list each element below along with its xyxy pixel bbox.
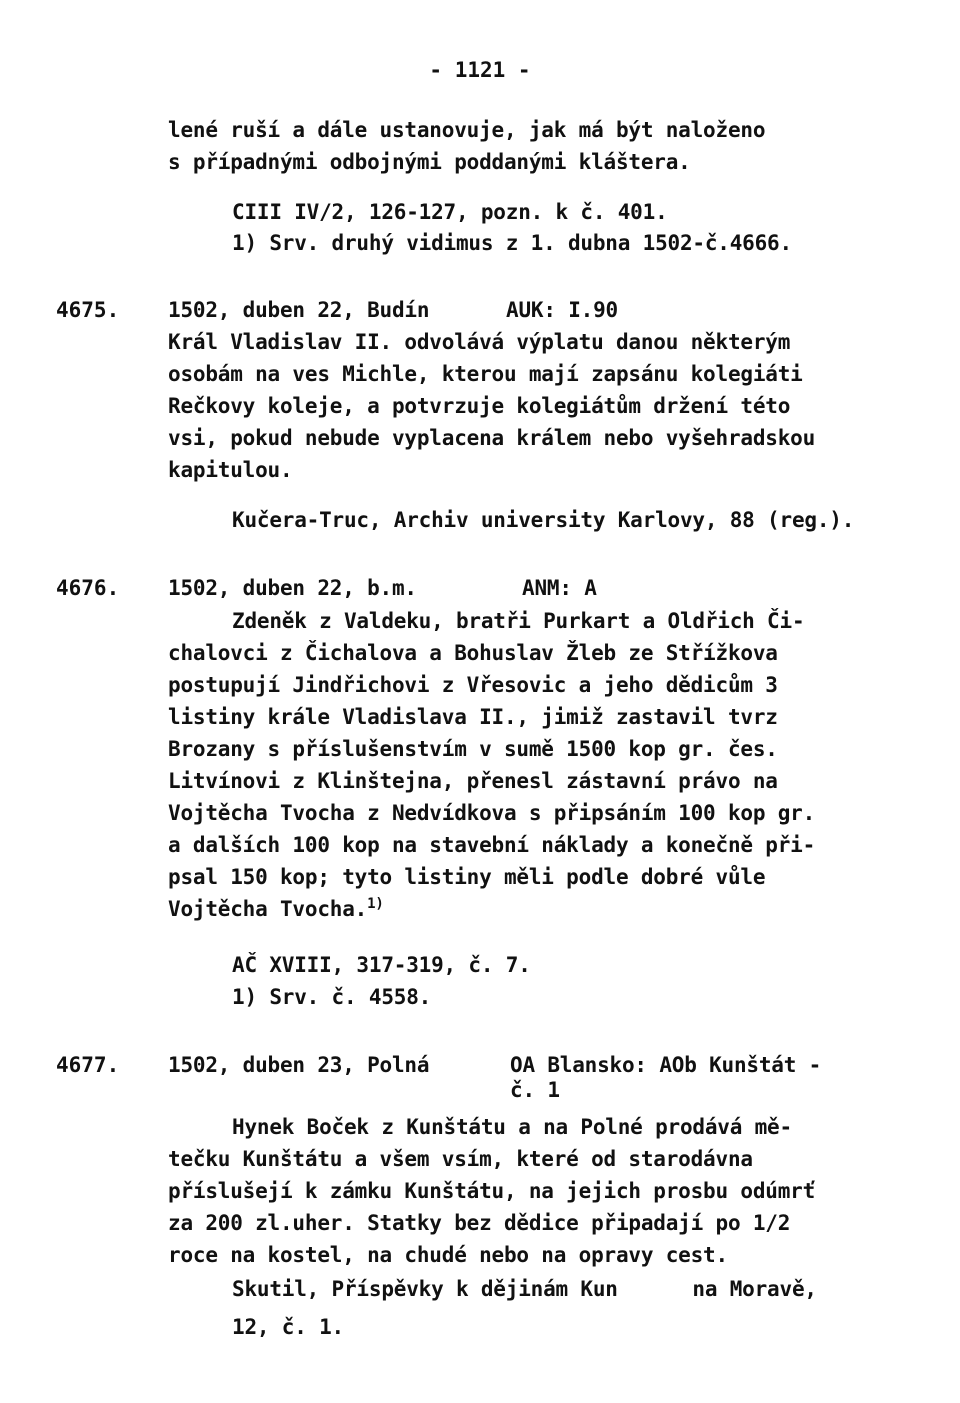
entry-body-line: Vojtěcha Tvocha z Nedvídkova s připsáním 100 kop gr. [168,801,816,825]
entry-body-line: osobám na ves Michle, kterou mají zapsánu kolegiáti [168,362,803,386]
entry-body-line: Hynek Boček z Kunštátu a na Polné prodává mě- [232,1115,792,1139]
page-number: - 1121 - [429,58,531,82]
text-line: s případnými odbojnými poddanými kláštera. [168,150,691,174]
entry-number: 4675. [56,298,120,322]
entry-body-line: vsi, pokud nebude vyplacena králem nebo vyšehradskou [168,426,816,450]
footnote-mark: 1) [367,896,384,912]
entry-body-line: Brozany s příslušenstvím v sumě 1500 kop gr. čes. [168,737,778,761]
entry-body-line [168,894,384,924]
entry-body-line: za 200 zl.uher. Statky bez dědice připadají po 1/2 [168,1211,791,1235]
entry-body-line: příslušejí k zámku Kunštátu, na jejich prosbu odúmrť [168,1179,816,1203]
entry-footnote: 1) Srv. č. 4558. [232,985,432,1009]
entry-archive: ANM: A [522,576,597,600]
entry-header: 1502, duben 22, Budín [168,298,430,322]
entry-body-line: postupují Jindřichovi z Vřesovic a jeho dědicům 3 [168,673,778,697]
entry-body-line: Zdeněk z Valdeku, bratři Purkart a Oldřich Či- [232,609,805,633]
entry-reference: Kučera-Truc, Archiv university Karlovy, 88 (reg.). [232,508,855,532]
footnote-line: 1) Srv. druhý vidimus z 1. dubna 1502-č.4666. [232,231,792,255]
entry-reference: AČ XVIII, 317-319, č. 7. [232,953,531,977]
entry-body-line: kapitulou. [168,458,293,482]
entry-reference: 12, č. 1. [232,1315,344,1339]
entry-archive: AUK: I.90 [506,298,618,322]
entry-archive-cont: č. 1 [510,1078,560,1102]
entry-body-line: Litvínovi z Klinštejna, přenesl zástavní právo na [168,769,778,793]
entry-body-line: tečku Kunštátu a všem vsím, které od starodávna [168,1147,753,1171]
entry-number: 4677. [56,1053,120,1077]
entry-number: 4676. [56,576,120,600]
entry-body-line: chalovci z Čichalova a Bohuslav Žleb ze Střížkova [168,641,778,665]
entry-body-line: roce na kostel, na chudé nebo na opravy cest. [168,1243,728,1267]
entry-body-line: psal 150 kop; tyto listiny měli podle dobré vůle [168,865,766,889]
entry-archive: OA Blansko: AOb Kunštát - [510,1053,822,1077]
entry-body-line: listiny krále Vladislava II., jimiž zastavil tvrz [168,705,778,729]
entry-header: 1502, duben 23, Polná [168,1053,430,1077]
entry-reference: Skutil, Příspěvky k dějinám Kun na Moravě, [232,1277,817,1301]
text-line: lené ruší a dále ustanovuje, jak má být naloženo [168,118,766,142]
entry-header: 1502, duben 22, b.m. [168,576,417,600]
entry-body-line: Rečkovy koleje, a potvrzuje kolegiátům držení této [168,394,791,418]
entry-body-line: Král Vladislav II. odvolává výplatu danou některým [168,330,791,354]
entry-body-text: Vojtěcha Tvocha. [168,897,368,921]
entry-body-line: a dalších 100 kop na stavební náklady a konečně při- [168,833,816,857]
reference-line: CIII IV/2, 126-127, pozn. k č. 401. [232,200,668,224]
